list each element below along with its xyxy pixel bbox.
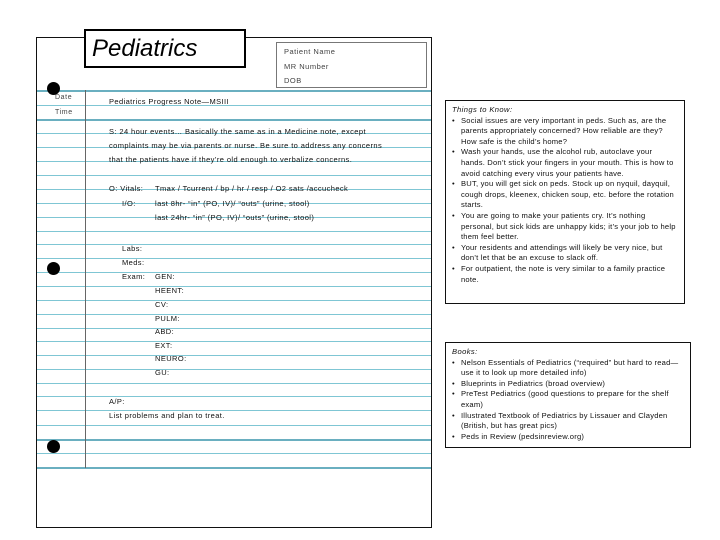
ruled-line [37,244,431,245]
mr-number-label: MR Number [284,62,329,71]
ruled-line [37,383,431,384]
ruled-line [37,355,431,356]
page-title: Pediatrics [92,35,198,62]
binder-hole-icon [47,262,60,275]
ruled-line [37,410,431,411]
ruled-line [37,105,431,106]
list-item: • For outpatient, the note is very similar to a family practice note. [452,264,678,285]
ruled-line [37,453,431,454]
ruled-line [37,369,431,370]
dob-label: DOB [284,76,302,85]
books-box [445,342,691,448]
io-label: I/O: [122,199,136,208]
assessment-plan-text: List problems and plan to treat. [109,411,225,420]
ruled-line [37,119,431,121]
subjective-line: that the patients have if they’re old enough to verbalize concerns. [109,155,353,164]
list-item: • Nelson Essentials of Pediatrics (“required” but hard to read—use it to look up more detailed info) [452,358,684,379]
binder-hole-icon [47,82,60,95]
exam-label: Exam: [122,272,146,281]
books-list [452,358,684,443]
list-item: • Social issues are very important in peds. Such as, are the parents appropriately concerned? How reliable are they? How safe is the child’s home? [452,116,678,148]
list-item: • Peds in Review (pedsinreview.org) [452,432,684,443]
exam-item-abd: ABD: [155,327,175,336]
list-item: • Your residents and attendings will likely be very nice, but don’t let that be an excuse to slack off. [452,243,678,264]
things-to-know-box [445,100,685,304]
io-line: last 24hr- “in” (PO, IV)/ “outs” (urine, stool) [155,213,315,222]
exam-item-gen: GEN: [155,272,175,281]
exam-item-heent: HEENT: [155,286,185,295]
exam-item-ext: EXT: [155,341,173,350]
exam-item-gu: GU: [155,368,170,377]
date-label: Date [55,94,73,101]
ruled-line [37,341,431,342]
list-item: • PreTest Pediatrics (good questions to prepare for the shelf exam) [452,389,684,410]
ruled-line [37,300,431,301]
list-item: • You are going to make your patients cry. It’s nothing personal, but sick kids are unhappy kids; it’s your job to help them feel better. [452,211,678,243]
exam-item-cv: CV: [155,300,169,309]
list-item: • Illustrated Textbook of Pediatrics by Lissauer and Clayden (British, but has great pics) [452,411,684,432]
exam-item-pulm: PULM: [155,314,180,323]
ruled-line [37,90,431,92]
margin-line [85,90,86,468]
ruled-line [37,439,431,441]
ruled-line [37,314,431,315]
labs-label: Labs: [122,244,143,253]
things-to-know-heading: Things to Know: [452,105,513,114]
ruled-line [37,396,431,397]
meds-label: Meds: [122,258,145,267]
books-heading: Books: [452,347,478,356]
patient-name-label: Patient Name [284,47,336,56]
ruled-line [37,231,431,232]
title-box [84,29,246,68]
things-to-know-list [452,116,678,286]
ruled-line [37,272,431,273]
assessment-plan-label: A/P: [109,397,125,406]
vitals-value: Tmax / Tcurrent / bp / hr / resp / O2 sats /accucheck [155,184,349,193]
note-heading: Pediatrics Progress Note—MSIII [109,97,229,106]
ruled-line [37,328,431,329]
io-line: last 8hr- “in” (PO, IV)/ “outs” (urine, stool) [155,199,310,208]
notebook-sheet [36,37,432,528]
ruled-line [37,425,431,426]
list-item: • Wash your hands, use the alcohol rub, autoclave your hands. Don’t stick your fingers in your mouth. This is how to avoid catching every virus your patients have. [452,147,678,179]
subjective-line: complaints may be via parents or nurse. Be sure to address any concerns [109,141,383,150]
ruled-line [37,175,431,176]
exam-item-neuro: NEURO: [155,354,187,363]
binder-hole-icon [47,440,60,453]
ruled-line [37,286,431,287]
subjective-line: S: 24 hour events… Basically the same as in a Medicine note, except [109,127,366,136]
list-item: • Blueprints in Pediatrics (broad overview) [452,379,684,390]
time-label: Time [55,109,73,116]
patient-info-box [276,42,427,88]
ruled-line [37,467,431,469]
list-item: • BUT, you will get sick on peds. Stock up on nyquil, dayquil, cough drops, kleenex, chicken soup, etc. before the rotation starts. [452,179,678,211]
vitals-label: O: Vitals: [109,184,144,193]
ruled-line [37,258,431,259]
